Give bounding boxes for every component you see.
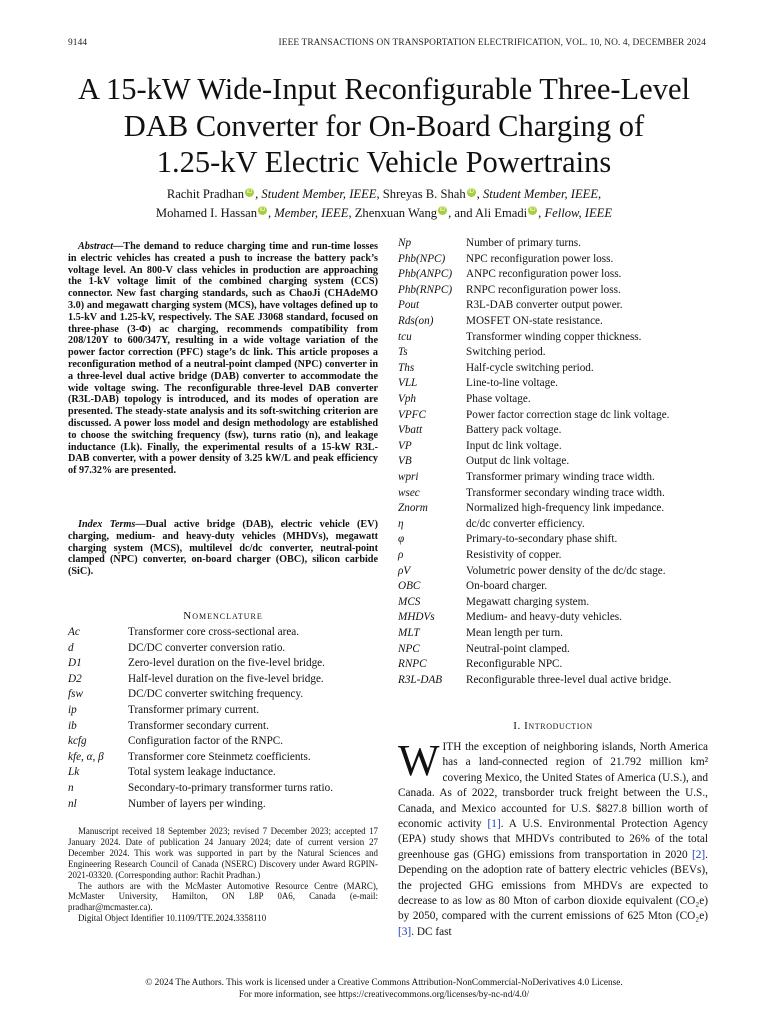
intro-text: . Depending on the adoption rate of battery electric vehicles (BEVs), the projected GHG emissions from MHDVs are expected to decrease to as low as 80 Mton of carbon dioxide equivalent (CO₂e) by 2050, compared with the current emissions of 625 Mton (CO₂e) [398, 848, 708, 923]
nomenclature-entry [398, 642, 718, 658]
nomenclature-symbol: kcfg [68, 735, 87, 748]
nomenclature-symbol: Lk [68, 766, 80, 779]
nomenclature-definition: Reconfigurable three-level dual active bridge. [466, 673, 672, 686]
nomenclature-symbol: VLL [398, 377, 418, 390]
nomenclature-symbol: D2 [68, 672, 82, 685]
nomenclature-entry [68, 625, 378, 641]
nomenclature-entry [398, 470, 718, 486]
nomenclature-entry [398, 345, 718, 361]
introduction-text [398, 736, 708, 940]
nomenclature-definition: DC/DC converter switching frequency. [128, 688, 304, 701]
nomenclature-symbol: OBC [398, 580, 421, 593]
index-terms [68, 519, 378, 578]
doi-note: Digital Object Identifier 10.1109/TTE.2024.3358110 [78, 913, 267, 924]
license-link[interactable]: For more information, see https://creativecommons.org/licenses/by-nc-nd/4.0/ [238, 989, 530, 1000]
nomenclature-entry [68, 641, 378, 657]
footnote [68, 826, 378, 924]
journal-header: IEEE TRANSACTIONS ON TRANSPORTATION ELECTRIFICATION, VOL. 10, NO. 4, DECEMBER 2024 [278, 38, 706, 48]
manuscript-note: Manuscript received 18 September 2023; revised 7 December 2023; accepted 17 January 2024. Date of publication 24 January 2024; date of current version 27 December 2024. This work was supported in part by the Natural Sciences and Engineering Research Council of Canada (NSERC) Discovery under Award RGPIN-2021-03320. (Corresponding author: Rachit Pradhan.) [68, 826, 378, 880]
author-name: Shreyas B. Shah [382, 187, 466, 201]
nomenclature-definition: RNPC reconfiguration power loss. [466, 283, 621, 296]
nomenclature-symbol: MHDVs [398, 611, 435, 624]
nomenclature-definition: Primary-to-secondary phase shift. [466, 533, 618, 546]
title-line: DAB Converter for On-Board Charging of [123, 108, 645, 143]
nomenclature-symbol: fsw [68, 688, 83, 701]
nomenclature-entry [398, 532, 718, 548]
nomenclature-definition: R3L-DAB converter output power. [466, 299, 623, 312]
nomenclature-symbol: NPC [398, 642, 420, 655]
orcid-icon[interactable]: iD [259, 207, 266, 214]
nomenclature-entry [68, 797, 378, 813]
nomenclature-symbol: wsec [398, 486, 420, 499]
orcid-icon[interactable]: iD [439, 207, 446, 214]
author-role: Student Member, IEEE [261, 187, 377, 201]
nomenclature-definition: Half-cycle switching period. [466, 361, 594, 374]
nomenclature-entry [68, 781, 378, 797]
nomenclature-entry [398, 439, 718, 455]
nomenclature-entry [398, 283, 718, 299]
citation-link[interactable]: [1] [487, 818, 501, 831]
paper-title [40, 71, 728, 181]
nomenclature-symbol: Ts [398, 346, 408, 359]
nomenclature-entry [68, 765, 378, 781]
nomenclature-entry [68, 750, 378, 766]
nomenclature-definition: Transformer primary current. [128, 704, 259, 716]
nomenclature-definition: Transformer secondary winding trace width. [466, 486, 665, 499]
citation-link[interactable]: [2] [691, 848, 706, 861]
citation-link[interactable]: [3] [398, 925, 412, 938]
nomenclature-definition: Transformer core Steinmetz coefficients. [128, 750, 311, 763]
orcid-icon[interactable]: iD [468, 188, 474, 195]
nomenclature-definition: Transformer core cross-sectional area. [128, 626, 300, 638]
nomenclature-symbol: ρV [398, 564, 411, 577]
copyright-notice [40, 978, 728, 1001]
nomenclature-definition: Switching period. [466, 346, 546, 359]
author-name: Mohamed I. Hassan [155, 205, 257, 220]
nomenclature-definition: Reconfigurable NPC. [466, 658, 563, 671]
author-name: Rachit Pradhan [166, 187, 245, 201]
nomenclature-symbol: R3L-DAB [398, 673, 443, 686]
nomenclature-definition: NPC reconfiguration power loss. [466, 252, 614, 265]
nomenclature-symbol: MLT [398, 627, 420, 639]
nomenclature-entry [398, 252, 718, 268]
nomenclature-definition: Phase voltage. [466, 393, 531, 405]
intro-text: ITH the exception of neighboring islands, North America has a land-connected region of 21.792 million km² covering Mexico, the United States of America (U.S.), and Canada. As of 2022, transborder truck freight between the U.S., Canada, and Mexico accounted for U.S. $827.8 billion worth of economic activity [398, 741, 708, 831]
nomenclature-symbol: ip [68, 704, 77, 716]
nomenclature-symbol: Ac [68, 626, 80, 638]
nomenclature-entry [68, 656, 378, 672]
index-terms-text: Dual active bridge (DAB), electric vehicle (EV) charging, medium- and heavy-duty vehicles (MHDVs), megawatt charging system (MCS), multilevel dc/dc converter, neutral-point clamped (NPC) converter, on-board charger (OBC), silicon carbide (SiC). [68, 519, 378, 578]
nomenclature-symbol: Ths [398, 361, 415, 374]
orcid-icon[interactable]: iD [529, 207, 536, 214]
nomenclature-symbol: wpri [398, 471, 419, 483]
nomenclature-definition: Resistivity of copper. [466, 549, 562, 561]
author-role: Member, IEEE [274, 205, 349, 220]
nomenclature-definition: Secondary-to-primary transformer turns ratio. [128, 782, 334, 794]
nomenclature-definition: Power factor correction stage dc link voltage. [466, 408, 670, 421]
nomenclature-entry [398, 392, 718, 408]
nomenclature-entry [68, 703, 378, 719]
nomenclature-definition: On-board charger. [466, 580, 548, 593]
nomenclature-symbol: Phb(ANPC) [398, 268, 453, 281]
nomenclature-definition: Transformer primary winding trace width. [466, 471, 655, 483]
intro-text: . DC fast [411, 925, 452, 938]
index-terms-label: Index Terms— [78, 519, 146, 530]
nomenclature-symbol: VB [398, 455, 412, 468]
nomenclature-symbol: MCS [398, 595, 421, 608]
nomenclature-symbol: VP [398, 439, 412, 452]
nomenclature-entry [398, 517, 718, 533]
nomenclature-entry [398, 486, 718, 502]
nomenclature-definition: Transformer winding copper thickness. [466, 330, 642, 343]
nomenclature-entry [398, 626, 718, 642]
nomenclature-definition: dc/dc converter efficiency. [466, 517, 585, 530]
nomenclature-definition: DC/DC converter conversion ratio. [128, 641, 286, 654]
author-list [40, 185, 728, 222]
nomenclature-entry [398, 595, 718, 611]
nomenclature-definition: MOSFET ON-state resistance. [466, 315, 603, 327]
nomenclature-definition: Normalized high-frequency link impedance. [466, 502, 665, 515]
nomenclature-definition: Total system leakage inductance. [128, 766, 276, 779]
nomenclature-entry [398, 330, 718, 346]
nomenclature-definition: Number of layers per winding. [128, 797, 266, 810]
nomenclature-entry [398, 564, 718, 580]
nomenclature-symbol: Pout [398, 299, 420, 312]
nomenclature-entry [398, 314, 718, 330]
nomenclature-definition: Output dc link voltage. [466, 455, 570, 468]
nomenclature-symbol: ρ [398, 549, 404, 561]
license-line: © 2024 The Authors. This work is licensed under a Creative Commons Attribution-NonCommercial-NoDerivatives 4.0 License. [145, 978, 623, 988]
nomenclature-symbol: Vbatt [398, 424, 423, 437]
nomenclature-symbol: D1 [68, 657, 82, 670]
nomenclature-definition: Half-level duration on the five-level bridge. [128, 672, 324, 685]
author-line: Rachit Pradhan iD , Student Member, IEEE, Shreyas B. Shah iD , Student Member, IEEE, [166, 187, 602, 201]
nomenclature-definition: Line-to-line voltage. [466, 377, 558, 390]
nomenclature-symbol: Np [398, 237, 412, 249]
nomenclature-entry [68, 719, 378, 735]
author-role: Student Member, IEEE [482, 187, 599, 201]
nomenclature-definition: Mean length per turn. [466, 627, 563, 639]
nomenclature-symbol: Vph [398, 393, 417, 405]
author-name: Ali Emadi [475, 205, 528, 220]
nomenclature-entry [398, 610, 718, 626]
nomenclature-entry [398, 236, 718, 252]
intro-text: . A U.S. Environmental Protection Agency (EPA) study shows that MHDVs contributed to 26% of the total greenhouse gas (GHG) emissions from transportation in 2020 [398, 818, 708, 861]
nomenclature-symbol: Phb(RNPC) [398, 283, 453, 296]
nomenclature-symbol: Rds(on) [398, 315, 434, 327]
nomenclature-definition: Megawatt charging system. [466, 595, 590, 608]
nomenclature-symbol: φ [398, 533, 405, 546]
nomenclature-entry [398, 501, 718, 517]
author-role: Fellow, IEEE [544, 205, 613, 220]
orcid-icon[interactable]: iD [246, 188, 253, 195]
nomenclature-symbol: η [398, 517, 404, 530]
abstract [68, 241, 378, 477]
abstract-text: The demand to reduce charging time and run-time losses in electric vehicles has created a push to increase the battery pack’s voltage level. An 800-V class vehicles in production are approaching the 1-kV voltage limit of the combined charging system (CCS) connector. New fast charging standards, such as ChaoJi (CHAdeMO 3.0) and megawatt charging system (MCS), have voltages defined up to 1.5-kV and 1.25-kV, respectively. The SAE J3068 standard, focused on three-phase (3-Φ) ac charging, recommends compatibility from 208/120Y to 600/347Y, resulting in a wide voltage variation of the power factor correction (PFC) stage’s dc link. This article proposes a reconfiguration method of a neutral-point clamped (NPC) converter in a three-level dual active bridge (DAB) converter to accommodate the wide voltage swing. The reconfigurable three-level DAB converter (R3L-DAB) topology is introduced, and its modes of operation are presented. The steady-state analysis and its soft-switching criterion are discussed. A power loss model and design methodology are established to choose the switching frequency (fsw), turns ratio (n), and leakage inductance (Lk). Finally, the experimental results of a 15-kW R3L-DAB converter, with a power density of 3.25 kW/L and peak efficiency of 97.32% are presented. [68, 241, 378, 477]
section-heading-introduction: I. Introduction [513, 720, 593, 732]
drop-cap: W [398, 736, 440, 785]
nomenclature-entry [398, 361, 718, 377]
nomenclature-definition: Zero-level duration on the five-level bridge. [128, 657, 325, 670]
nomenclature-entry [398, 408, 718, 424]
nomenclature-entry [398, 267, 718, 283]
author-name: Zhenxuan Wang [354, 205, 438, 220]
nomenclature-entry [398, 579, 718, 595]
nomenclature-entry [398, 376, 718, 392]
nomenclature-definition: Neutral-point clamped. [466, 642, 570, 655]
nomenclature-entry [68, 687, 378, 703]
affiliation-note: The authors are with the McMaster Automotive Resource Centre (MARC), McMaster University, Hamilton, ON L8P 0A6, Canada (e-mail: pradhar@mcmaster.ca). [68, 880, 378, 913]
nomenclature-definition: Battery pack voltage. [466, 424, 562, 437]
author-line: Mohamed I. Hassan iD , Member, IEEE, Zhenxuan Wang iD , and Ali Emadi iD , Fellow, IEEE [155, 205, 613, 220]
nomenclature-symbol: nl [68, 797, 77, 810]
nomenclature-entry [68, 734, 378, 750]
nomenclature-heading: Nomenclature [183, 610, 263, 622]
nomenclature-left-list [68, 625, 378, 815]
nomenclature-entry [398, 548, 718, 564]
nomenclature-symbol: d [68, 641, 74, 654]
nomenclature-entry [398, 298, 718, 314]
nomenclature-definition: Configuration factor of the RNPC. [128, 735, 284, 748]
nomenclature-right-list [398, 236, 718, 688]
nomenclature-entry [398, 423, 718, 439]
title-line: A 15-kW Wide-Input Reconfigurable Three-Level [78, 72, 690, 106]
nomenclature-symbol: tcu [398, 330, 412, 343]
nomenclature-definition: Volumetric power density of the dc/dc stage. [466, 564, 666, 577]
nomenclature-symbol: Phb(NPC) [398, 252, 446, 265]
title-line: 1.25-kV Electric Vehicle Powertrains [156, 145, 612, 179]
nomenclature-symbol: kfe, α, β [68, 750, 104, 763]
nomenclature-definition: Number of primary turns. [466, 237, 581, 249]
nomenclature-symbol: ib [68, 719, 77, 732]
nomenclature-entry [398, 673, 718, 689]
nomenclature-entry [398, 657, 718, 673]
nomenclature-symbol: RNPC [398, 658, 427, 671]
nomenclature-definition: Input dc link voltage. [466, 439, 562, 452]
nomenclature-entry [398, 454, 718, 470]
nomenclature-definition: Medium- and heavy-duty vehicles. [466, 611, 622, 624]
nomenclature-symbol: n [68, 782, 74, 794]
nomenclature-definition: Transformer secondary current. [128, 719, 269, 732]
nomenclature-symbol: Znorm [398, 502, 428, 515]
nomenclature-entry [68, 672, 378, 688]
nomenclature-definition: ANPC reconfiguration power loss. [466, 268, 622, 281]
abstract-label: Abstract— [78, 241, 124, 252]
page-number: 9144 [68, 38, 88, 48]
nomenclature-symbol: VPFC [398, 408, 426, 421]
